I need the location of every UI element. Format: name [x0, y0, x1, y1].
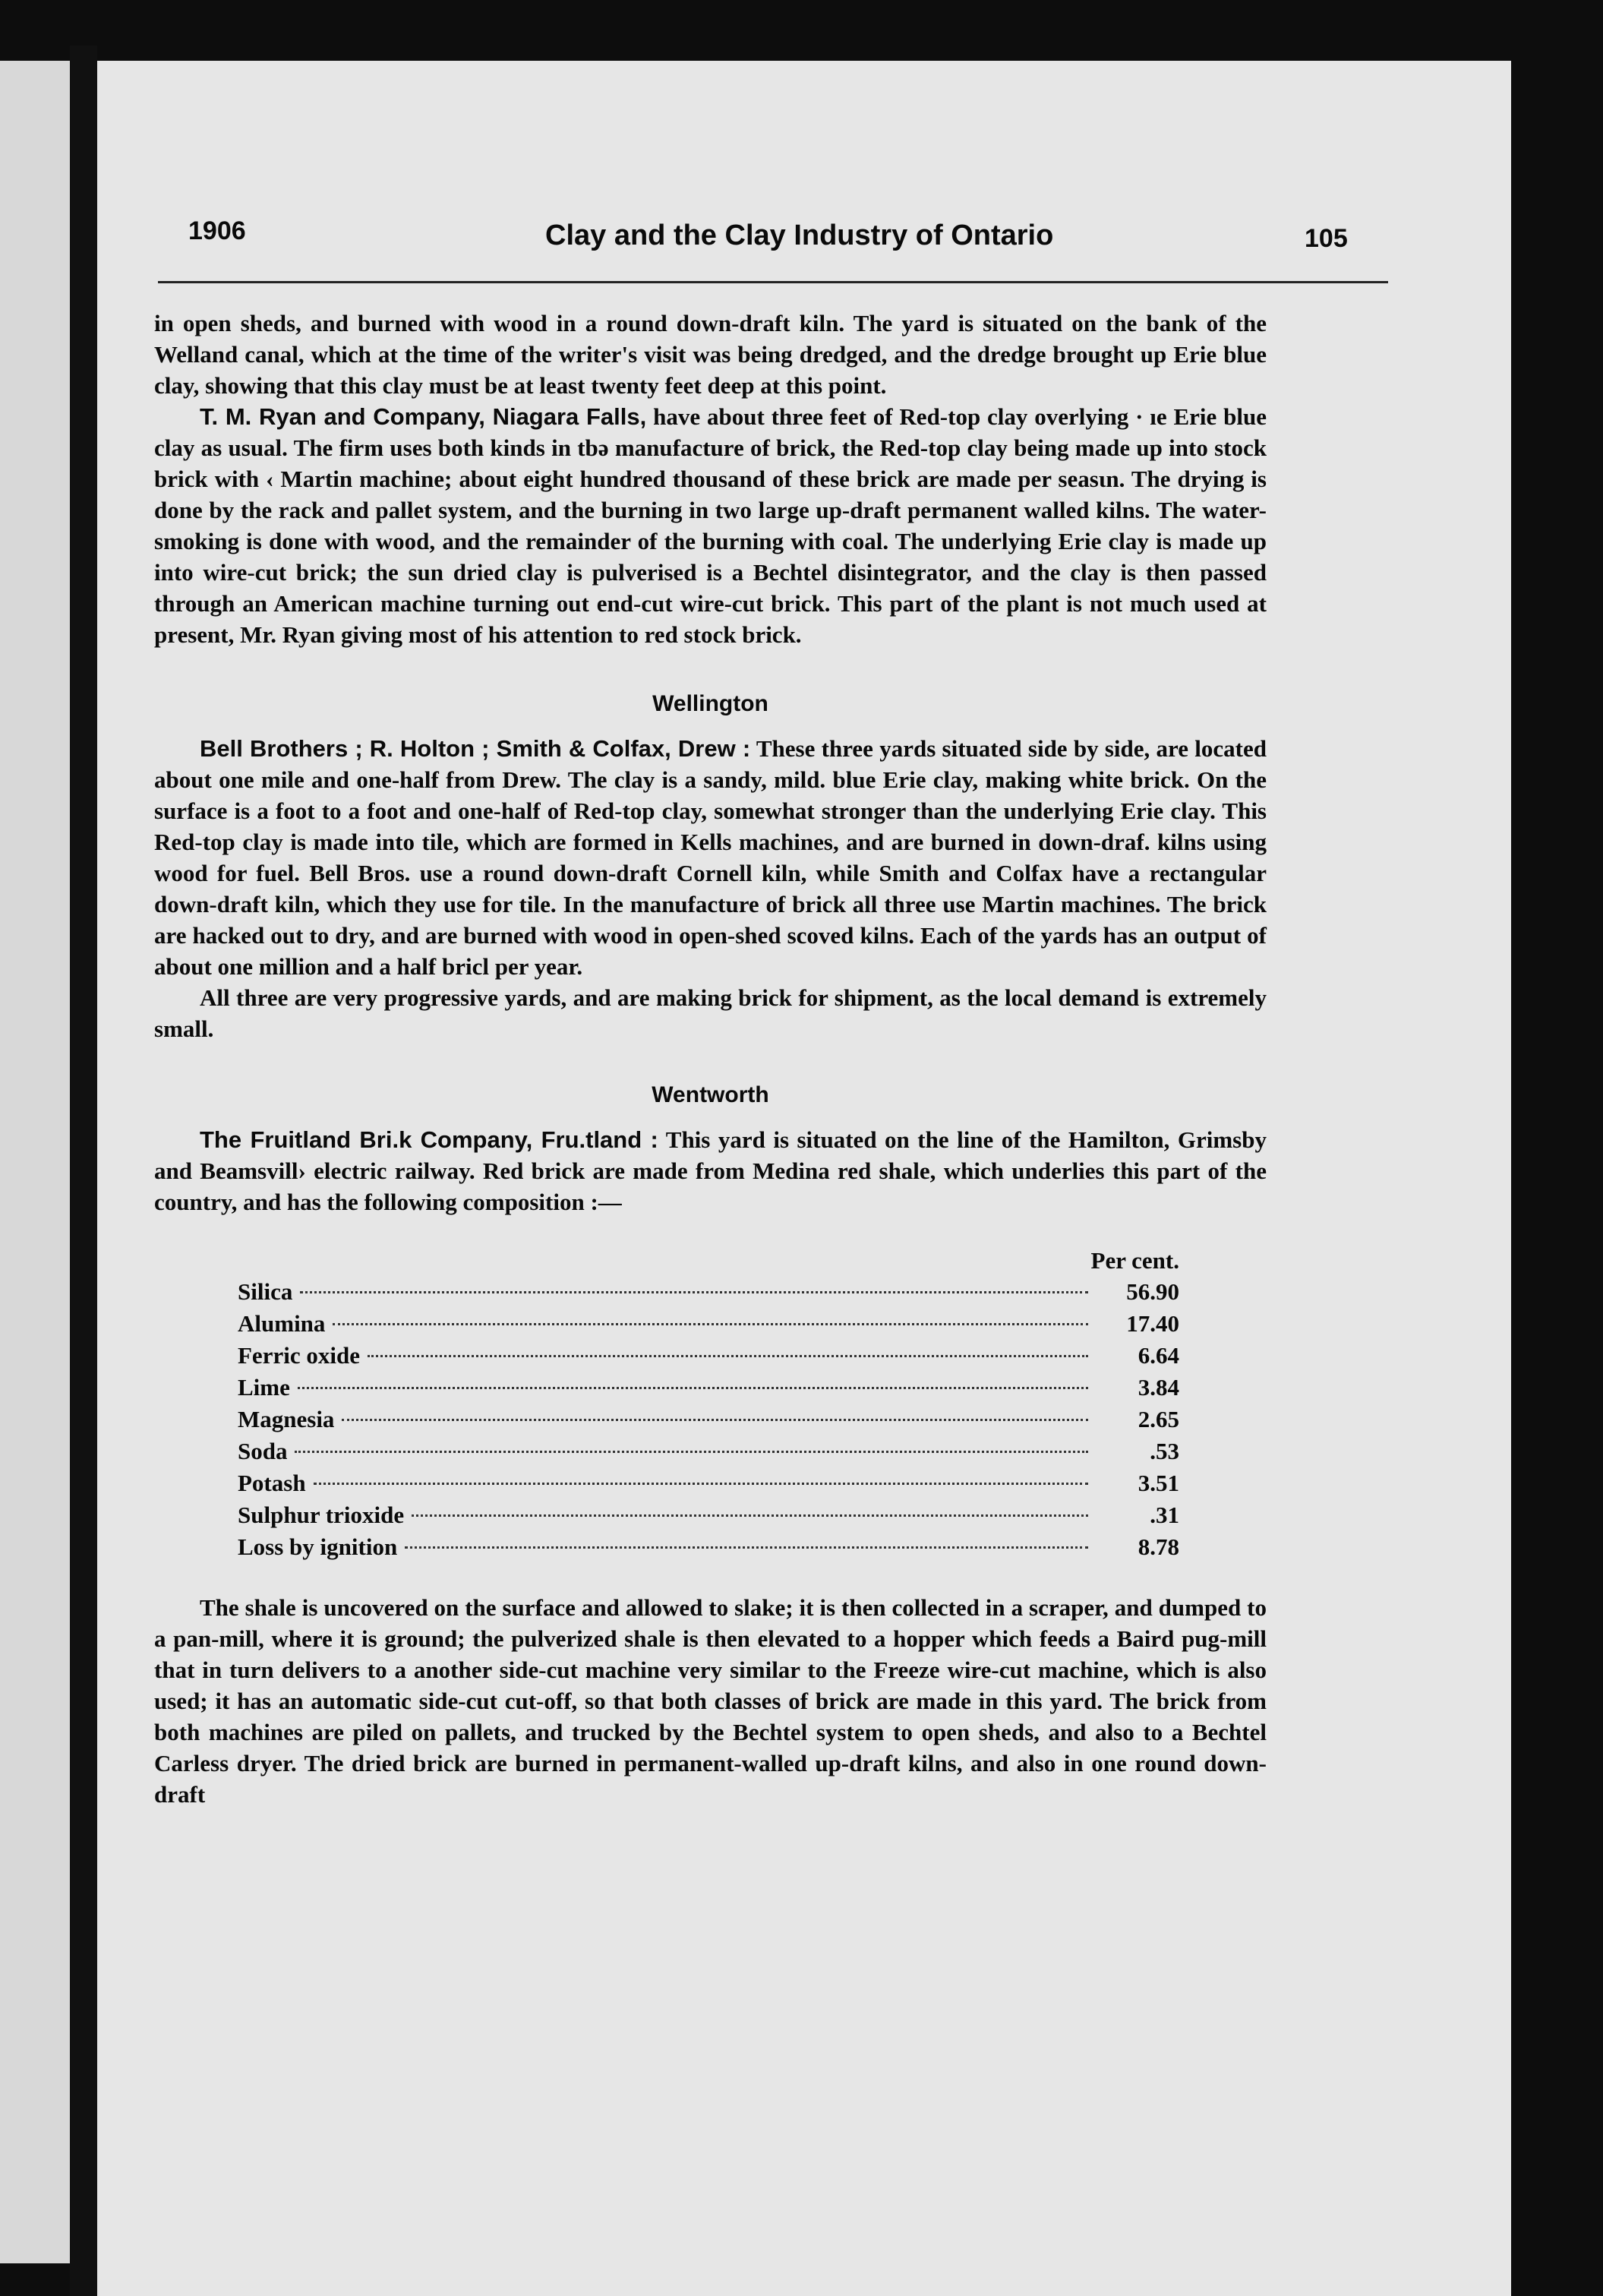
row-value: 3.84: [1138, 1374, 1179, 1401]
row-value: 6.64: [1138, 1342, 1179, 1369]
composition-row: [238, 1467, 1179, 1499]
paragraph-fruitland: [154, 1124, 1267, 1217]
row-label: Silica: [238, 1278, 293, 1305]
running-head: [188, 216, 1373, 277]
paragraph-progressive: All three are very progressive yards, and are making brick for shipment, as the local demand is extremely small.: [154, 984, 1267, 1042]
row-label: Loss by ignition: [238, 1533, 398, 1560]
row-value: 8.78: [1138, 1533, 1179, 1560]
firm-name-fruitland: The Fruitland Bri.k Company, Fru.tland :: [200, 1126, 658, 1153]
page-gutter-shadow: [70, 46, 97, 2296]
composition-row: [238, 1435, 1179, 1467]
composition-row: [238, 1404, 1179, 1435]
row-label: Sulphur trioxide: [238, 1502, 405, 1528]
composition-row: [238, 1308, 1179, 1340]
composition-row: [238, 1499, 1179, 1531]
page-body: [154, 308, 1267, 1810]
dot-leader: [298, 1387, 1088, 1389]
row-value: 3.51: [1138, 1470, 1179, 1496]
paragraph-process: The shale is uncovered on the surface and allowed to slake; it is then collected in a scraper, and dumped to a pan-mill, where it is ground; the pulverized shale is then elevated to a hopper which feeds a Baird pug-mill that in turn delivers to a another side-cut machine very similar to the Freeze wire-cut machine, which is also used; it has an automatic side-cut cut-off, so that both classes of brick are made in this yard. The brick from both machines are piled on pallets, and trucked by the Bechtel system to open sheds, and also to a Bechtel Carless dryer. The dried brick are burned in permanent-walled up-draft kilns, and also in one round down-draft: [154, 1594, 1267, 1808]
header-rule: [158, 281, 1388, 283]
paragraph-fruitland-text: This yard is situated on the line of the Hamilton, Grimsby and Beamsvill› electric railway. Red brick are made from Medina red shale, which underlies this part of the country, and has the following composition :—: [154, 1126, 1267, 1215]
dot-leader: [342, 1419, 1088, 1421]
composition-row: [238, 1372, 1179, 1404]
dot-leader: [295, 1451, 1088, 1453]
composition-header: Per cent.: [1090, 1247, 1179, 1274]
firm-name-ryan: T. M. Ryan and Company, Niagara Falls,: [200, 403, 647, 430]
dot-leader: [405, 1546, 1088, 1549]
row-label: Alumina: [238, 1310, 326, 1337]
previous-page-edge: [0, 61, 70, 2263]
section-heading-wentworth: Wentworth: [652, 1082, 769, 1107]
book-page: [97, 61, 1511, 2296]
dot-leader: [300, 1291, 1088, 1293]
section-heading-wellington: Wellington: [652, 691, 768, 716]
dot-leader: [368, 1355, 1088, 1357]
page-number: 105: [1305, 224, 1348, 253]
composition-row: [238, 1531, 1179, 1563]
dot-leader: [412, 1514, 1088, 1517]
dot-leader: [314, 1483, 1088, 1485]
paragraph-ryan-text: have about three feet of Red-top clay overlying · ıe Erie blue clay as usual. The firm uses both kinds in tbə manufacture of brick, the Red-top clay being made up into stock brick with ‹ Martin machine; about eight hundred thousand of these brick are made per seasɩn. The drying is done by the rack and pallet system, and the burning in two large up-draft permanent walled kilns. The water-smoking is done with wood, and the remainder of the burning with coal. The underlying Erie clay is made up into wire-cut brick; the sun dried clay is pulverised is a Bechtel disintegrator, and the clay is then passed through an American machine turning out end-cut wire-cut brick. This part of the plant is not much used at present, Mr. Ryan giving most of his attention to red stock brick.: [154, 403, 1267, 648]
row-label: Potash: [238, 1470, 306, 1496]
row-label: Soda: [238, 1438, 288, 1464]
composition-row: [238, 1340, 1179, 1372]
paragraph-wellington: [154, 733, 1267, 982]
row-value: .31: [1150, 1502, 1179, 1528]
row-value: 2.65: [1138, 1406, 1179, 1432]
row-value: .53: [1150, 1438, 1179, 1464]
composition-row: [238, 1276, 1179, 1308]
firm-name-bell-brothers: Bell Brothers ; R. Holton ; Smith & Colfax, Drew :: [200, 735, 751, 762]
row-value: 17.40: [1126, 1310, 1179, 1337]
row-label: Lime: [238, 1374, 290, 1401]
header-year: 1906: [188, 216, 246, 245]
paragraph-ryan: [154, 401, 1267, 650]
dot-leader: [333, 1323, 1088, 1325]
paragraph-continuation: in open sheds, and burned with wood in a round down-draft kiln. The yard is situated on the bank of the Welland canal, which at the time of the writer's visit was being dredged, and the dredge brought up Erie blue clay, showing that this clay must be at least twenty feet deep at this point.: [154, 310, 1267, 399]
header-title: Clay and the Clay Industry of Ontario: [545, 219, 1054, 251]
row-value: 56.90: [1126, 1278, 1179, 1305]
row-label: Ferric oxide: [238, 1342, 360, 1369]
composition-table: [238, 1245, 1179, 1563]
paragraph-wellington-text: These three yards situated side by side, are located about one mile and one-half from Drew. The clay is a sandy, mild. blue Erie clay, making white brick. On the surface is a foot to a foot and one-half of Red-top clay, somewhat stronger than the underlying Erie clay. This Red-top clay is made into tile, which are formed in Kells machines, and are burned in down-draf. kilns using wood for fuel. Bell Bros. use a round down-draft Cornell kiln, while Smith and Colfax have a rectangular down-draft kiln, which they use for tile. In the manufacture of brick all three use Martin machines. The brick are hacked out to dry, and are burned with wood in open-shed scoved kilns. Each of the yards has an output of about one million and a half bricl per year.: [154, 735, 1267, 980]
row-label: Magnesia: [238, 1406, 335, 1432]
